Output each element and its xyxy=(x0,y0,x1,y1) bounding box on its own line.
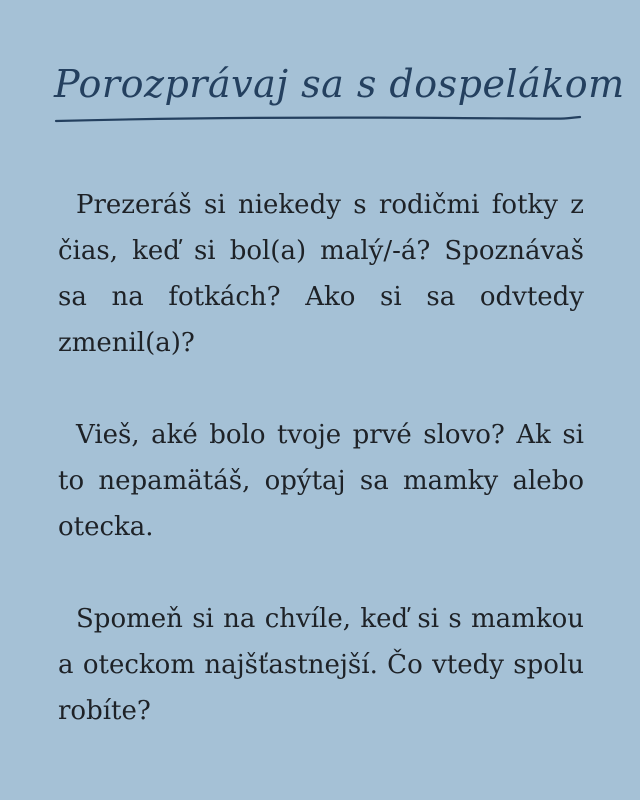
title-underline xyxy=(54,112,582,126)
page-title: Porozprávaj sa s dospelákom xyxy=(54,62,625,106)
paragraph-photos: Prezeráš si niekedy s rodičmi fotky z čias, keď si bol(a) malý/-á? Spoznávaš sa na fotkách? Ako si sa odvtedy zmenil(a)? xyxy=(58,190,584,358)
paragraph-happy-moments: Spomeň si na chvíle, keď si s mamkou a oteckom najšťastnejší. Čo vtedy spolu robíte? xyxy=(58,604,584,726)
paragraph-first-word: Vieš, aké bolo tvoje prvé slovo? Ak si to nepamätáš, opýtaj sa mamky alebo otecka. xyxy=(58,420,584,542)
instructions-text xyxy=(58,182,584,734)
